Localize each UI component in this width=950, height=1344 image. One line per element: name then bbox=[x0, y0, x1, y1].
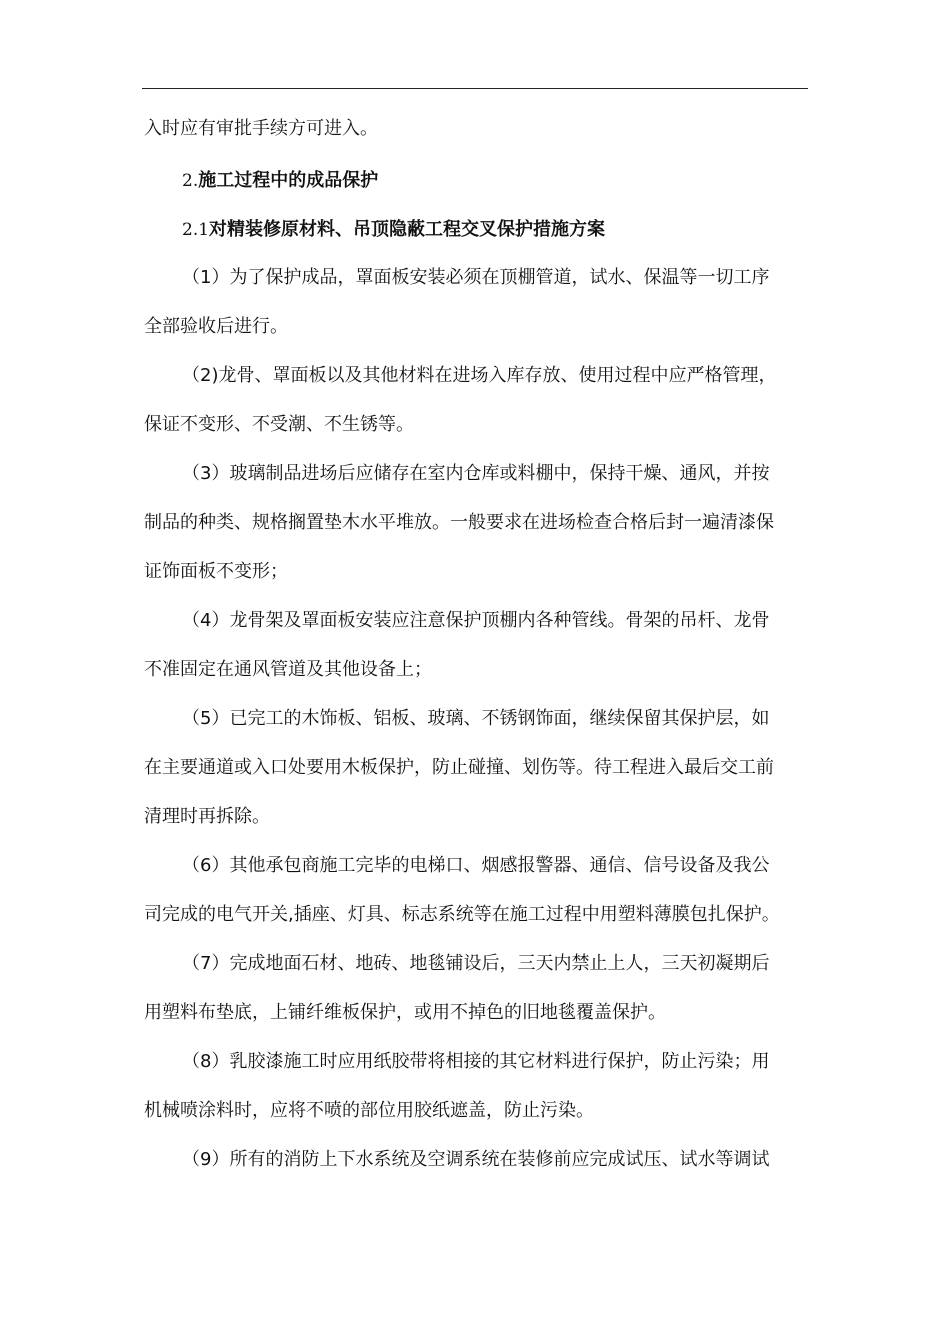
header-rule bbox=[142, 88, 808, 89]
continuation-line: 入时应有审批手续方可进入。 bbox=[144, 118, 378, 139]
section-number: 2. bbox=[182, 171, 199, 191]
paragraph-line: 机械喷涂料时，应将不喷的部位用胶纸遮盖，防止污染。 bbox=[144, 1100, 594, 1121]
section-heading-2 bbox=[182, 170, 378, 192]
paragraph-line: 制品的种类、规格搁置垫木水平堆放。一般要求在进场检查合格后封一遍清漆保 bbox=[144, 512, 774, 533]
paragraph-line: （4）龙骨架及罩面板安装应注意保护顶棚内各种管线。骨架的吊杆、龙骨 bbox=[182, 610, 770, 631]
paragraph-line: （1）为了保护成品，罩面板安装必须在顶棚管道，试水、保温等一切工序 bbox=[182, 267, 770, 288]
section-title: 施工过程中的成品保护 bbox=[198, 170, 379, 191]
section-title: 对精装修原材料、吊顶隐蔽工程交叉保护措施方案 bbox=[209, 219, 606, 240]
section-heading-2-1 bbox=[182, 219, 605, 241]
paragraph-line: 全部验收后进行。 bbox=[144, 316, 288, 337]
paragraph-line: 清理时再拆除。 bbox=[144, 806, 270, 827]
paragraph-line: 不准固定在通风管道及其他设备上； bbox=[144, 659, 432, 680]
paragraph-line: （7）完成地面石材、地砖、地毯铺设后，三天内禁止上人，三天初凝期后 bbox=[182, 953, 770, 974]
paragraph-line: （6）其他承包商施工完毕的电梯口、烟感报警器、通信、信号设备及我公 bbox=[182, 855, 770, 876]
paragraph-line: 证饰面板不变形； bbox=[144, 561, 288, 582]
paragraph-line: 保证不变形、不受潮、不生锈等。 bbox=[144, 414, 414, 435]
paragraph-line: 司完成的电气开关,插座、灯具、标志系统等在施工过程中用塑料薄膜包扎保护。 bbox=[144, 904, 780, 925]
paragraph-line: （8）乳胶漆施工时应用纸胶带将相接的其它材料进行保护，防止污染；用 bbox=[182, 1051, 770, 1072]
paragraph-line: （5）已完工的木饰板、铝板、玻璃、不锈钢饰面，继续保留其保护层，如 bbox=[182, 708, 770, 729]
paragraph-line: 在主要通道或入口处要用木板保护，防止碰撞、划伤等。待工程进入最后交工前 bbox=[144, 757, 774, 778]
paragraph-line: （2)龙骨、罩面板以及其他材料在进场入库存放、使用过程中应严格管理， bbox=[182, 365, 777, 386]
paragraph-line: 用塑料布垫底，上铺纤维板保护，或用不掉色的旧地毯覆盖保护。 bbox=[144, 1002, 666, 1023]
paragraph-line: （9）所有的消防上下水系统及空调系统在装修前应完成试压、试水等调试 bbox=[182, 1149, 770, 1170]
paragraph-line: （3）玻璃制品进场后应储存在室内仓库或料棚中，保持干燥、通风，并按 bbox=[182, 463, 770, 484]
section-number: 2.1 bbox=[182, 220, 210, 240]
